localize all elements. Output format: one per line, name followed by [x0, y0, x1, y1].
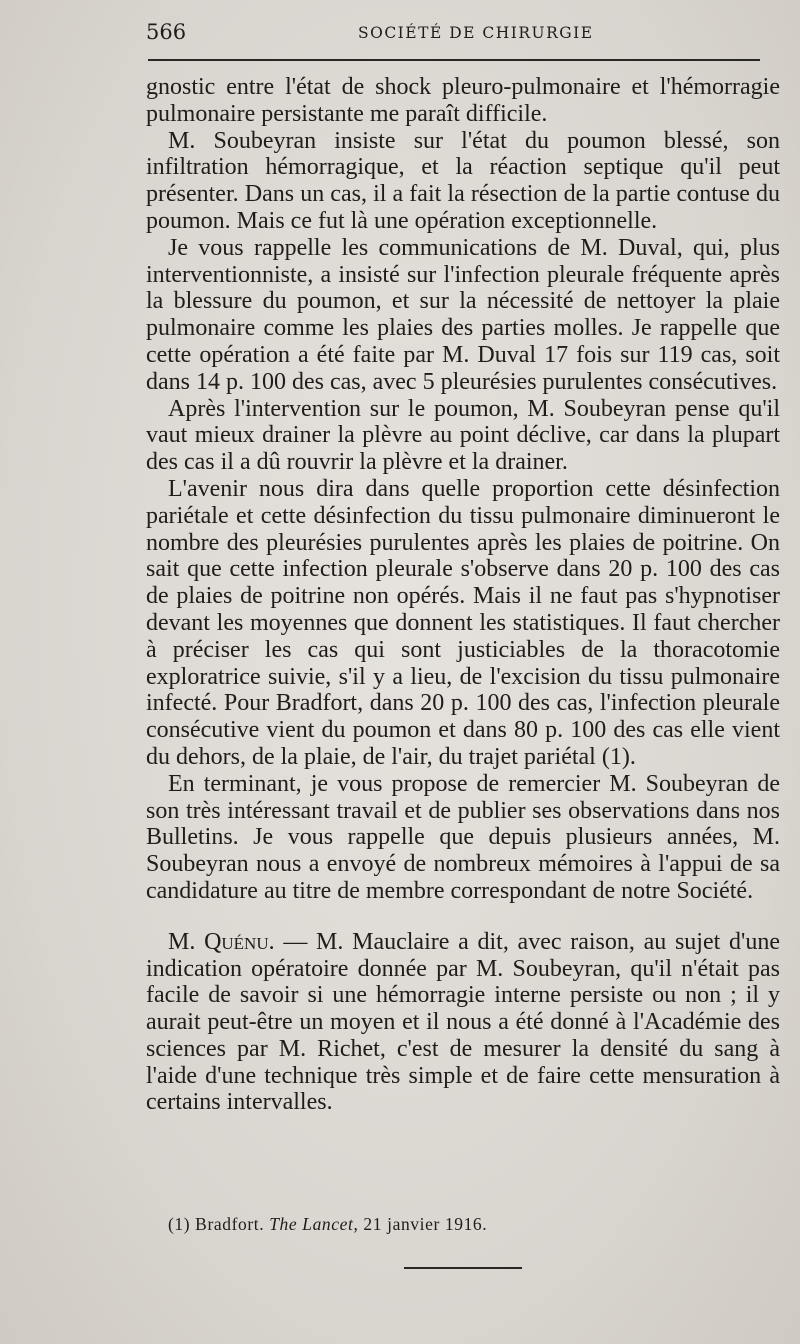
paragraph: En terminant, je vous propose de remercier M. Soubeyran de son très intéressant travail et de publier ses observations dans nos Bulletins. Je vous rappelle que depuis plusieurs années, M. Soubeyran nous a envoyé de nombreux mémoires à l'appui de sa candidature au titre de membre correspondant de notre Société. — [146, 770, 780, 904]
paragraph: Je vous rappelle les communications de M. Duval, qui, plus interventionniste, a insisté sur l'infection pleurale fréquente après la blessure du poumon, et sur la nécessité de nettoyer la plaie pulmonaire comme les plaies des parties molles. Je rappelle que cette opération a été faite par M. Duval 17 fois sur 119 cas, soit dans 14 p. 100 des cas, avec 5 pleurésies purulentes consécutives. — [146, 234, 780, 395]
paragraph: Après l'intervention sur le poumon, M. Soubeyran pense qu'il vaut mieux drainer la plèvre au point déclive, car dans la plupart des cas il a dû rouvrir la plèvre et la drainer. — [146, 395, 780, 476]
running-head: SOCIÉTÉ DE CHIRURGIE — [358, 24, 594, 42]
footnote — [168, 1214, 487, 1235]
body-text — [146, 74, 780, 1116]
paragraph: gnostic entre l'état de shock pleuro-pulmonaire et l'hémorragie pulmonaire persistante me paraît difficile. — [146, 74, 780, 127]
quenu-text: . — M. Mauclaire a dit, avec raison, au sujet d'une indication opératoire donnée par M. Soubeyran, qu'il n'était pas facile de savoir si une hémorragie interne persiste ou non ; il y aurait peut-être un moyen et il nous a été donné à l'Académie des sciences par M. Richet, c'est de mesurer la densité du sang à l'aide d'une technique très simple et de faire cette mensuration à certains intervalles. — [146, 928, 780, 1116]
footnote-prefix: (1) Bradfort. — [168, 1214, 270, 1234]
header-rule — [148, 59, 760, 61]
page-number: 566 — [146, 20, 187, 44]
paragraph: M. Soubeyran insiste sur l'état du poumon blessé, son infiltration hémorragique, et la réaction septique qu'il peut présenter. Dans un cas, il a fait la résection de la partie contuse du poumon. Mais ce fut là une opération exceptionnelle. — [146, 127, 780, 234]
speaker-name: Quénu — [204, 928, 269, 955]
footnote-journal: The Lancet — [269, 1214, 354, 1234]
footnote-suffix: , 21 janvier 1916. — [353, 1214, 488, 1234]
paragraph: L'avenir nous dira dans quelle proportion cette désinfection pariétale et cette désinfection du tissu pulmonaire diminueront le nombre des pleurésies purulentes après les plaies de poitrine. On sait que cette infection pleurale s'observe dans 20 p. 100 des cas de plaies de poitrine non opérés. Mais il ne faut pas s'hypnotiser devant les moyennes que donnent les statistiques. Il faut chercher à préciser les cas qui sont justiciables de la thoracotomie exploratrice suivie, s'il y a lieu, de l'excision du tissu pulmonaire infecté. Pour Bradfort, dans 20 p. 100 des cas, l'infection pleurale consécutive vient du poumon et dans 80 p. 100 des cas elle vient du dehors, de la plaie, de l'air, du trajet pariétal (1). — [146, 475, 780, 770]
quenu-paragraph — [146, 929, 780, 1117]
speaker-prefix: M. — [168, 928, 205, 955]
footer-rule — [404, 1267, 522, 1269]
